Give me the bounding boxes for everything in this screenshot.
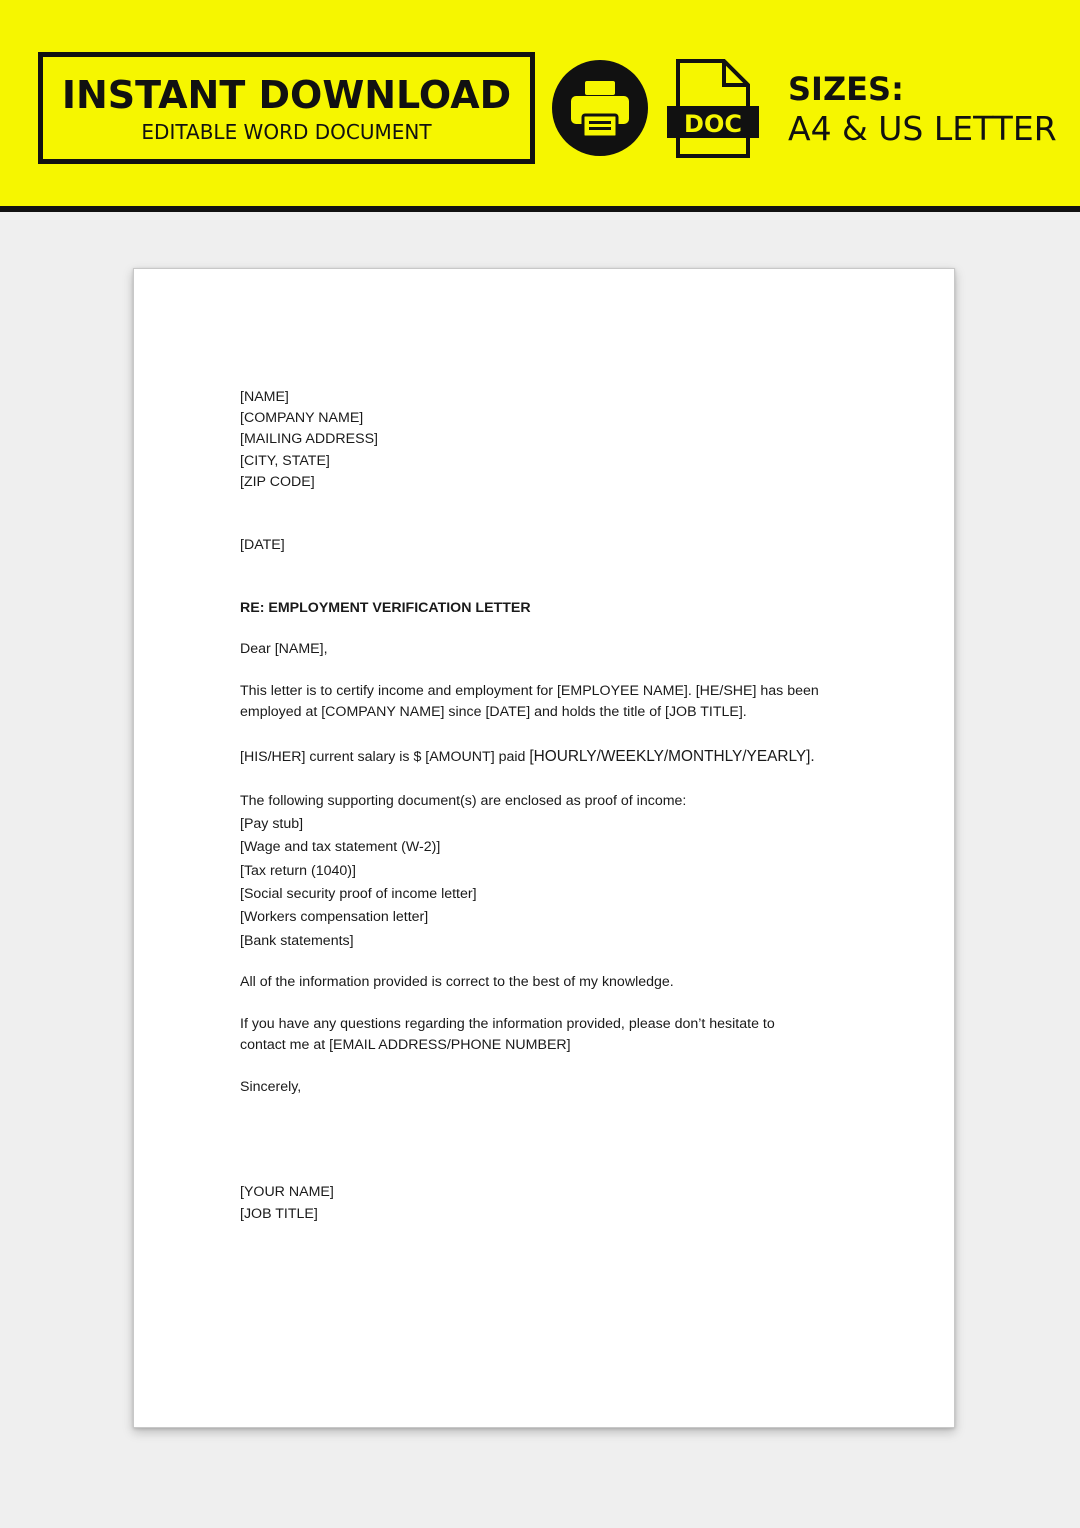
salary-text: [HIS/HER] current salary is $ [AMOUNT] paid bbox=[240, 748, 530, 765]
closing: Sincerely, bbox=[240, 1078, 302, 1095]
promo-banner bbox=[0, 0, 1080, 212]
recipient-address bbox=[240, 387, 860, 493]
subject-line: RE: EMPLOYMENT VERIFICATION LETTER bbox=[240, 599, 531, 616]
list-item: [Social security proof of income letter] bbox=[240, 886, 477, 903]
letter-date-block bbox=[240, 535, 860, 557]
salutation-block bbox=[240, 639, 860, 661]
sizes-title: SIZES: bbox=[788, 70, 904, 108]
signature-name: [YOUR NAME] bbox=[240, 1184, 334, 1201]
paragraph-line: This letter is to certify income and employment for [EMPLOYEE NAME]. [HE/SHE] has been bbox=[240, 682, 819, 699]
supporting-documents-list bbox=[240, 813, 860, 953]
letter-body bbox=[240, 387, 860, 1225]
accuracy-paragraph bbox=[240, 972, 860, 994]
signature-block bbox=[240, 1182, 860, 1224]
document-page bbox=[133, 268, 955, 1428]
badge-title: INSTANT DOWNLOAD bbox=[61, 73, 512, 117]
closing-block bbox=[240, 1077, 860, 1099]
list-item: [Wage and tax statement (W-2)] bbox=[240, 839, 441, 856]
sizes-value: A4 & US LETTER bbox=[788, 109, 1057, 148]
address-line: [ZIP CODE] bbox=[240, 473, 315, 490]
doc-label: DOC bbox=[684, 110, 742, 138]
salutation: Dear [NAME], bbox=[240, 641, 328, 658]
paragraph-line: If you have any questions regarding the information provided, please don’t hesitate to bbox=[240, 1015, 775, 1032]
badge-subtitle: EDITABLE WORD DOCUMENT bbox=[141, 120, 432, 144]
instant-download-badge bbox=[38, 52, 535, 164]
doc-file-icon bbox=[664, 58, 760, 160]
salary-line bbox=[240, 746, 860, 769]
documents-intro-block bbox=[240, 791, 860, 813]
paragraph-line: contact me at [EMAIL ADDRESS/PHONE NUMBER] bbox=[240, 1037, 571, 1054]
salary-paragraph bbox=[240, 746, 860, 769]
contact-paragraph bbox=[240, 1014, 860, 1057]
list-item: [Pay stub] bbox=[240, 816, 304, 833]
signature-title: [JOB TITLE] bbox=[240, 1205, 318, 1222]
address-line: [COMPANY NAME] bbox=[240, 410, 364, 427]
list-item: [Workers compensation letter] bbox=[240, 909, 429, 926]
address-line: [CITY, STATE] bbox=[240, 452, 330, 469]
address-line: [NAME] bbox=[240, 389, 289, 405]
salary-frequency: [HOURLY/WEEKLY/MONTHLY/YEARLY]. bbox=[529, 747, 815, 765]
certification-paragraph bbox=[240, 681, 860, 724]
documents-intro: The following supporting document(s) are enclosed as proof of income: bbox=[240, 792, 687, 809]
paragraph-line: All of the information provided is correct to the best of my knowledge. bbox=[240, 973, 674, 990]
letter-date: [DATE] bbox=[240, 537, 285, 554]
list-item: [Bank statements] bbox=[240, 932, 354, 949]
subject-block bbox=[240, 598, 860, 620]
address-line: [MAILING ADDRESS] bbox=[240, 431, 378, 448]
list-item: [Tax return (1040)] bbox=[240, 862, 356, 879]
printer-icon bbox=[552, 60, 648, 156]
paragraph-line: employed at [COMPANY NAME] since [DATE] and holds the title of [JOB TITLE]. bbox=[240, 704, 747, 721]
